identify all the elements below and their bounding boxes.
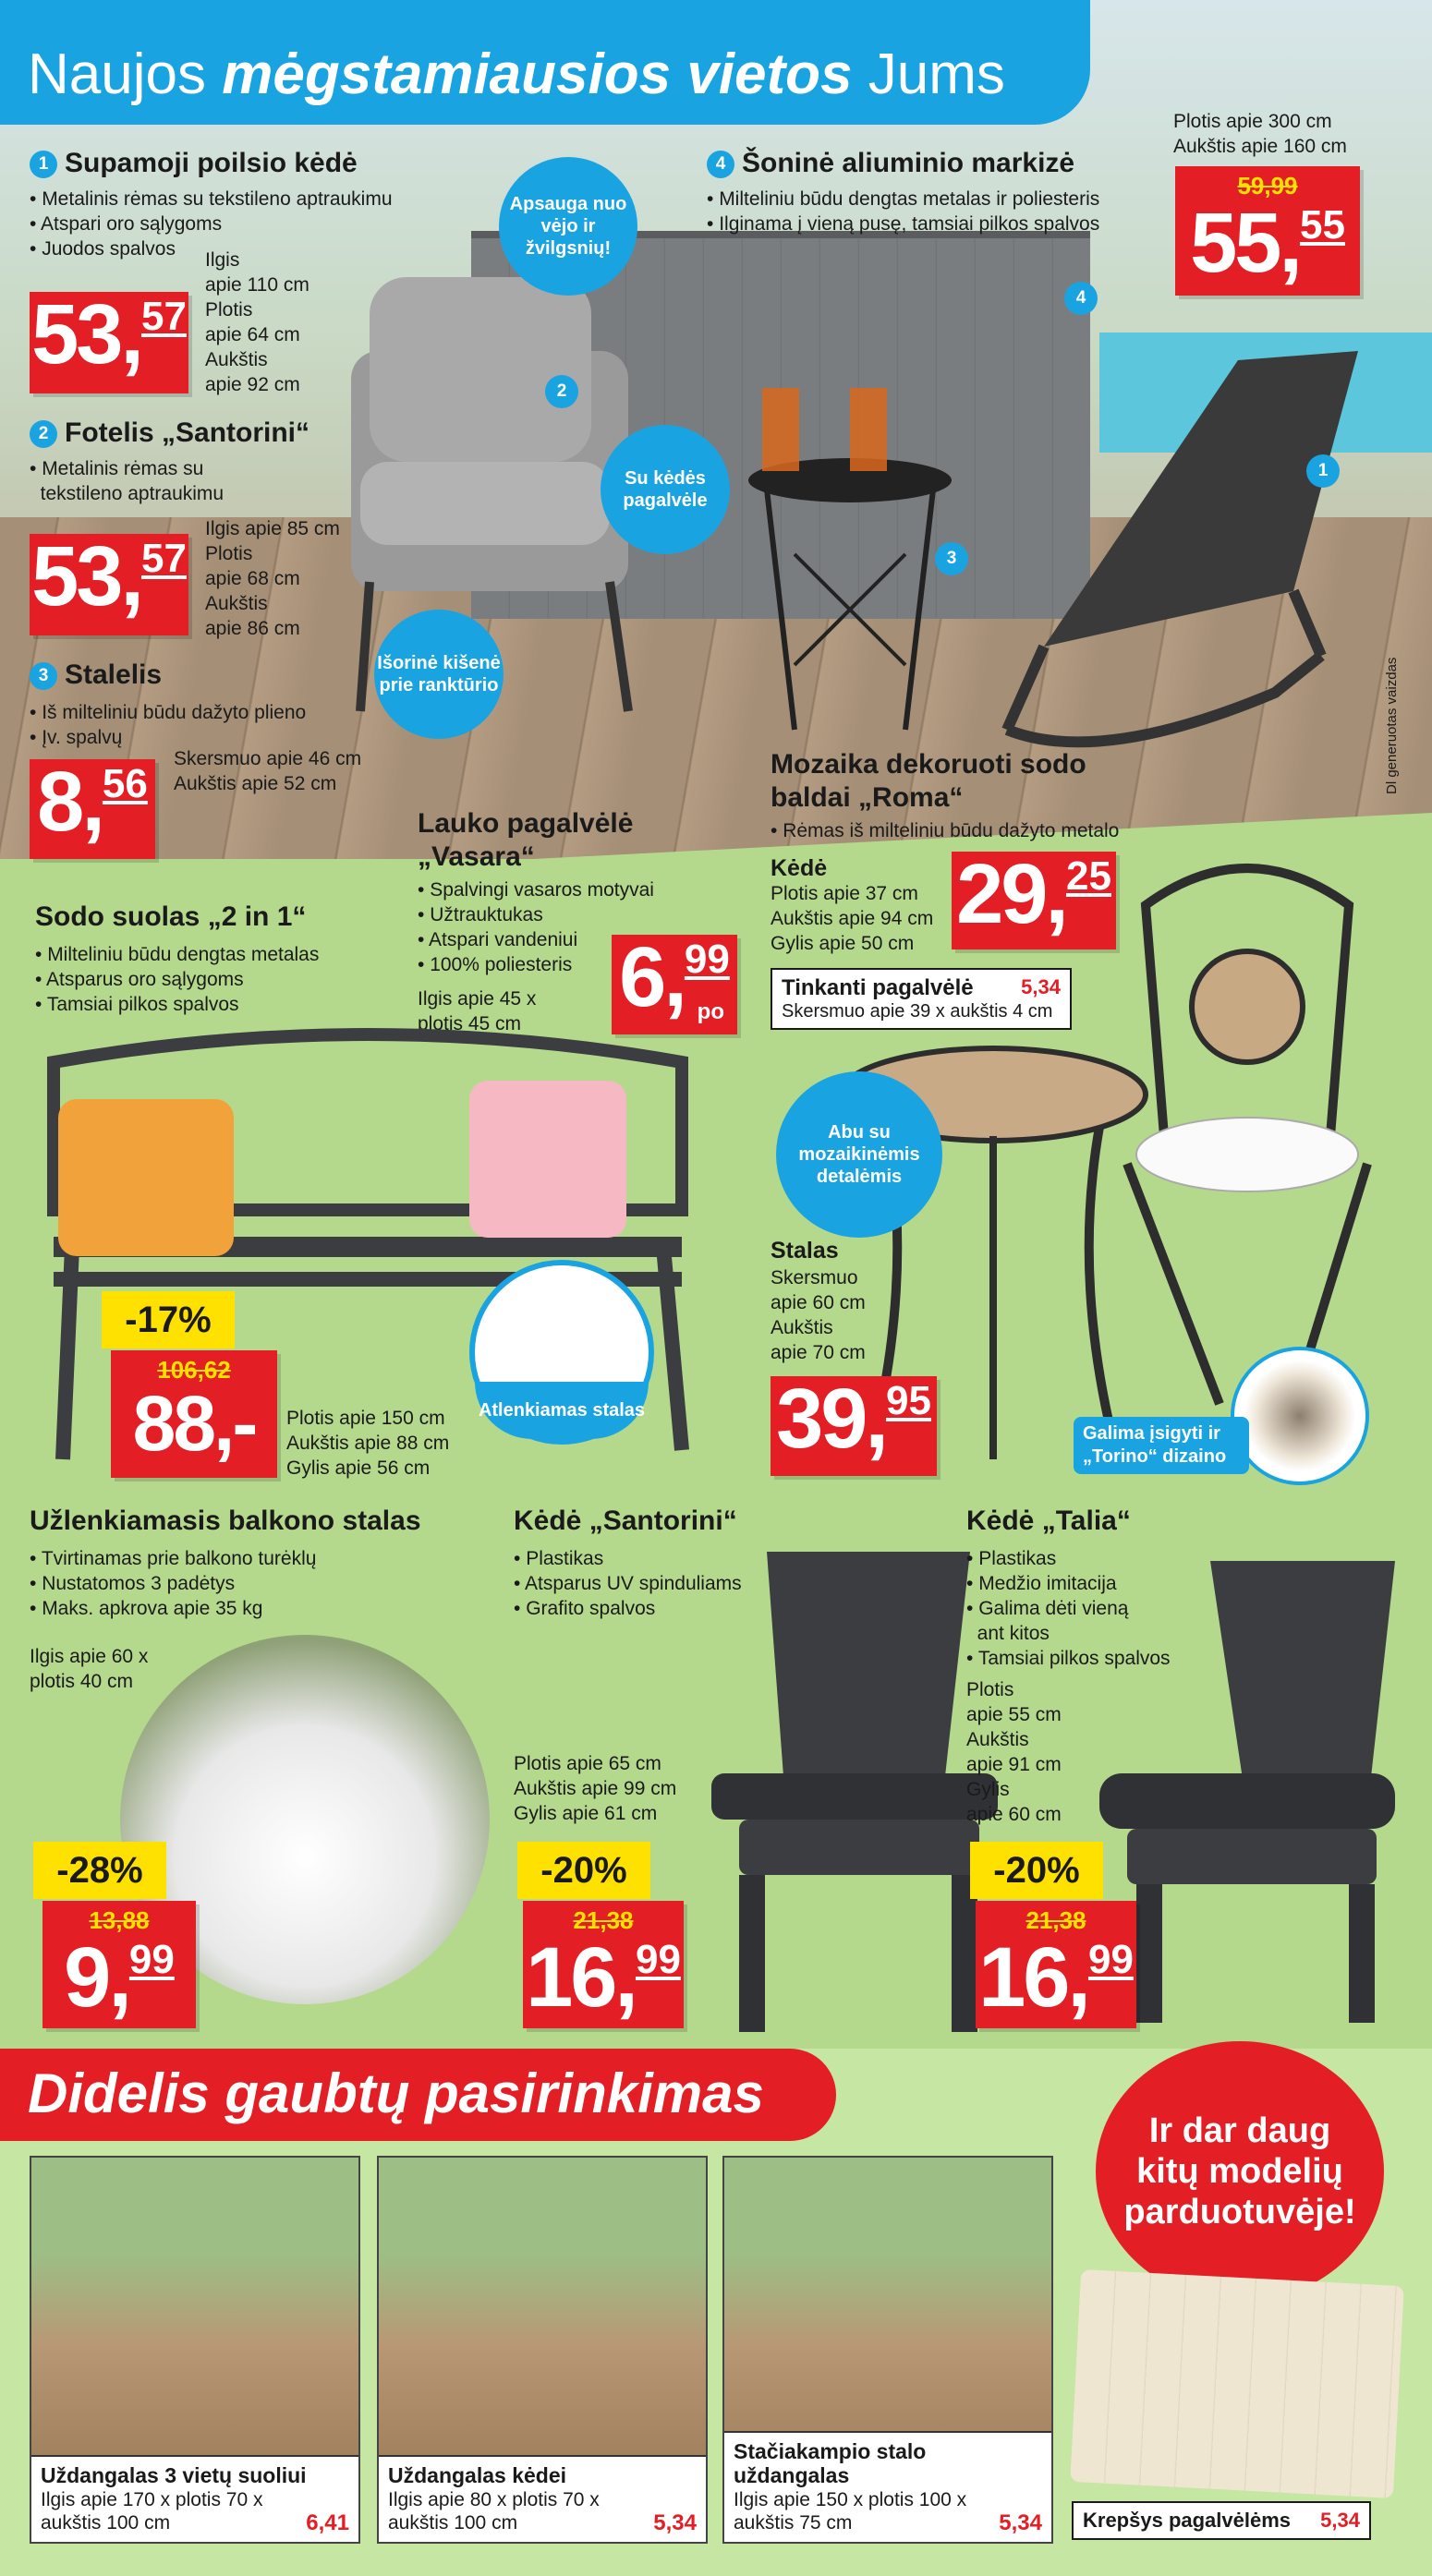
rocking-lounger-illustration <box>989 342 1377 776</box>
marker-1-icon: 1 <box>1306 454 1340 488</box>
bench-price: 106,62 88,- <box>111 1350 277 1478</box>
marker-4-icon: 4 <box>1064 282 1098 315</box>
folding-table-detail <box>469 1260 654 1445</box>
mosaic-features: • Rėmas iš milteliniu būdu dažyto metalo <box>771 820 1120 841</box>
torino-design-label: Galima įsigyti ir „Torino“ dizaino <box>1074 1417 1249 1474</box>
pillow-price: 6,99 po <box>612 935 737 1034</box>
talia-plastic-chair-illustration <box>1090 1552 1404 2032</box>
product-4-dimensions: Plotis apie 300 cm Aukštis apie 160 cm <box>1173 111 1347 157</box>
image-note: Dl generuotas vaizdas <box>1384 657 1400 794</box>
balcony-table-features: • Tvirtinamas prie balkono turėklų • Nustatomos 3 padėtys • Maks. apkrova apie 35 kg <box>30 1548 317 1619</box>
talia-chair-dimensions: Plotis apie 55 cm Aukštis apie 91 cm Gylis apie 60 cm <box>966 1679 1062 1825</box>
product-4-price: 59,99 55,55 <box>1175 166 1360 296</box>
mosaic-chair-dimensions: Plotis apie 37 cm Aukštis apie 94 cm Gylis apie 50 cm <box>771 883 934 954</box>
mosaic-table-price: 39,95 <box>771 1376 937 1476</box>
marker-3-icon: 3 <box>935 542 968 575</box>
product-2-title: 2 Fotelis „Santorini“ <box>30 417 309 449</box>
balcony-table-title: Užlenkiamasis balkono stalas <box>30 1506 421 1536</box>
santorini-chair-title: Kėdė „Santorini“ <box>514 1506 737 1536</box>
cover-card-chair <box>377 2156 708 2544</box>
product-3-title: 3 Stalelis <box>30 659 162 691</box>
cover-chair-text: Uždangalas kėdei Ilgis apie 80 x plotis 70 x aukštis 100 cm 5,34 <box>379 2455 706 2542</box>
cover-bench-photo <box>31 2158 358 2472</box>
bench-discount: -17% <box>102 1291 235 1348</box>
santorini-chair-discount: -20% <box>517 1842 650 1899</box>
bench-dimensions: Plotis apie 150 cm Aukštis apie 88 cm Gylis apie 56 cm <box>286 1408 450 1479</box>
pillow-dimensions: Ilgis apie 45 x plotis 45 cm <box>418 988 537 1034</box>
product-2-features: • Metalinis rėmas su tekstileno aptraukimu <box>30 458 225 504</box>
product-1-dimensions: Ilgis apie 110 cm Plotis apie 64 cm Aukštis apie 92 cm <box>205 249 309 395</box>
covers-banner <box>0 2049 836 2141</box>
product-4-features: • Milteliniu būdu dengtas metalas ir poliesteris • Ilginama į vieną pusę, tamsiai pilkos spalvos <box>707 188 1100 235</box>
santorini-chair-features: • Plastikas • Atsparus UV spinduliams • Grafito spalvos <box>514 1548 742 1619</box>
cover-card-bench <box>30 2156 360 2544</box>
product-1-features: • Metalinis rėmas su tekstileno aptraukimu • Atspari oro sąlygoms • Juodos spalvos <box>30 188 393 260</box>
cover-table-text: Stačiakampio stalo uždangalas Ilgis apie 150 x plotis 100 x aukštis 75 cm 5,34 <box>724 2431 1051 2542</box>
talia-chair-features: • Plastikas • Medžio imitacija • Galima dėti vieną ant kitos • Tamsiai pilkos spalvos <box>966 1548 1171 1669</box>
page-title: Naujos mėgstamiausios vietos Jums <box>28 42 1005 106</box>
page-header <box>0 0 1090 125</box>
santorini-chair-price: 21,38 16,99 <box>523 1901 684 2028</box>
mosaic-table-dimensions: Skersmuo apie 60 cm Aukštis apie 70 cm <box>771 1267 866 1363</box>
pillow-features: • Spalvingi vasaros motyvai • Užtrauktukas • Atspari vandeniui • 100% poliesteris <box>418 879 654 975</box>
bench-title: Sodo suolas „2 in 1“ <box>35 901 307 932</box>
cover-bench-text: Uždangalas 3 vietų suoliui Ilgis apie 170 x plotis 70 x aukštis 100 cm 6,41 <box>31 2455 358 2542</box>
cover-table-photo <box>724 2158 1051 2472</box>
cushion-bag-label: Krepšys pagalvėlėms 5,34 <box>1072 2501 1371 2540</box>
folding-table-bubble: Atlenkiamas stalas <box>475 1382 649 1439</box>
mosaic-title: Mozaika dekoruoti sodo baldai „Roma“ <box>771 749 1086 813</box>
torino-design-photo <box>1231 1347 1369 1485</box>
talia-chair-title: Kėdė „Talia“ <box>966 1506 1131 1536</box>
santorini-chair-dimensions: Plotis apie 65 cm Aukštis apie 99 cm Gylis apie 61 cm <box>514 1753 677 1824</box>
marker-2-icon: 2 <box>545 375 578 408</box>
pillow-title: Lauko pagalvėlė „Vasara“ <box>418 808 634 872</box>
balcony-table-price: 13,88 9,99 <box>42 1901 196 2028</box>
product-1-price: 53,57 <box>30 292 188 393</box>
talia-chair-discount: -20% <box>970 1842 1103 1899</box>
product-2-price: 53,57 <box>30 534 188 635</box>
mosaic-chair-label: Kėdė <box>771 855 828 881</box>
balcony-table-dimensions: Ilgis apie 60 x plotis 40 cm <box>30 1646 149 1692</box>
product-3-features: • Iš milteliniu būdu dažyto plieno • Įv. spalvų <box>30 702 307 748</box>
product-3-dimensions: Skersmuo apie 46 cm Aukštis apie 52 cm <box>174 748 362 794</box>
cover-chair-photo <box>379 2158 706 2472</box>
mosaic-details-bubble: Abu su mozaikinėmis detalėmis <box>776 1071 942 1238</box>
bench-features: • Milteliniu būdu dengtas metalas • Atsparus oro sąlygoms • Tamsiai pilkos spalvos <box>35 944 320 1015</box>
cover-card-table <box>722 2156 1053 2544</box>
pillow-price-unit: po <box>697 999 724 1024</box>
covers-banner-title: Didelis gaubtų pasirinkimas <box>28 2062 764 2124</box>
side-table-illustration <box>739 369 961 739</box>
product-3-price: 8,56 <box>30 759 155 859</box>
talia-chair-price: 21,38 16,99 <box>976 1901 1136 2028</box>
mosaic-chair-price: 29,25 <box>952 852 1116 949</box>
mosaic-table-label: Stalas <box>771 1238 839 1264</box>
product-2-dimensions: Ilgis apie 85 cm Plotis apie 68 cm Aukštis apie 86 cm <box>205 518 340 639</box>
bubble-wind-protection: Apsauga nuo vėjo ir žvilgsnių! <box>499 157 637 296</box>
bubble-outer-pocket: Išorinė kišenė prie ranktūrio <box>374 610 504 739</box>
cushion-bag-photo <box>1070 2269 1404 2498</box>
bubble-with-cushion: Su kėdės pagalvėle <box>601 425 730 554</box>
product-4-title: 4 Šoninė aliuminio markizė <box>707 148 1074 179</box>
product-1-title: 1 Supamoji poilsio kėdė <box>30 148 358 179</box>
more-models-bubble: Ir dar daug kitų modelių parduotuvėje! <box>1096 2041 1384 2302</box>
balcony-table-discount: -28% <box>33 1842 166 1899</box>
matching-cushion-box: Tinkanti pagalvėlė 5,34 Skersmuo apie 39 x aukštis 4 cm <box>771 968 1072 1030</box>
